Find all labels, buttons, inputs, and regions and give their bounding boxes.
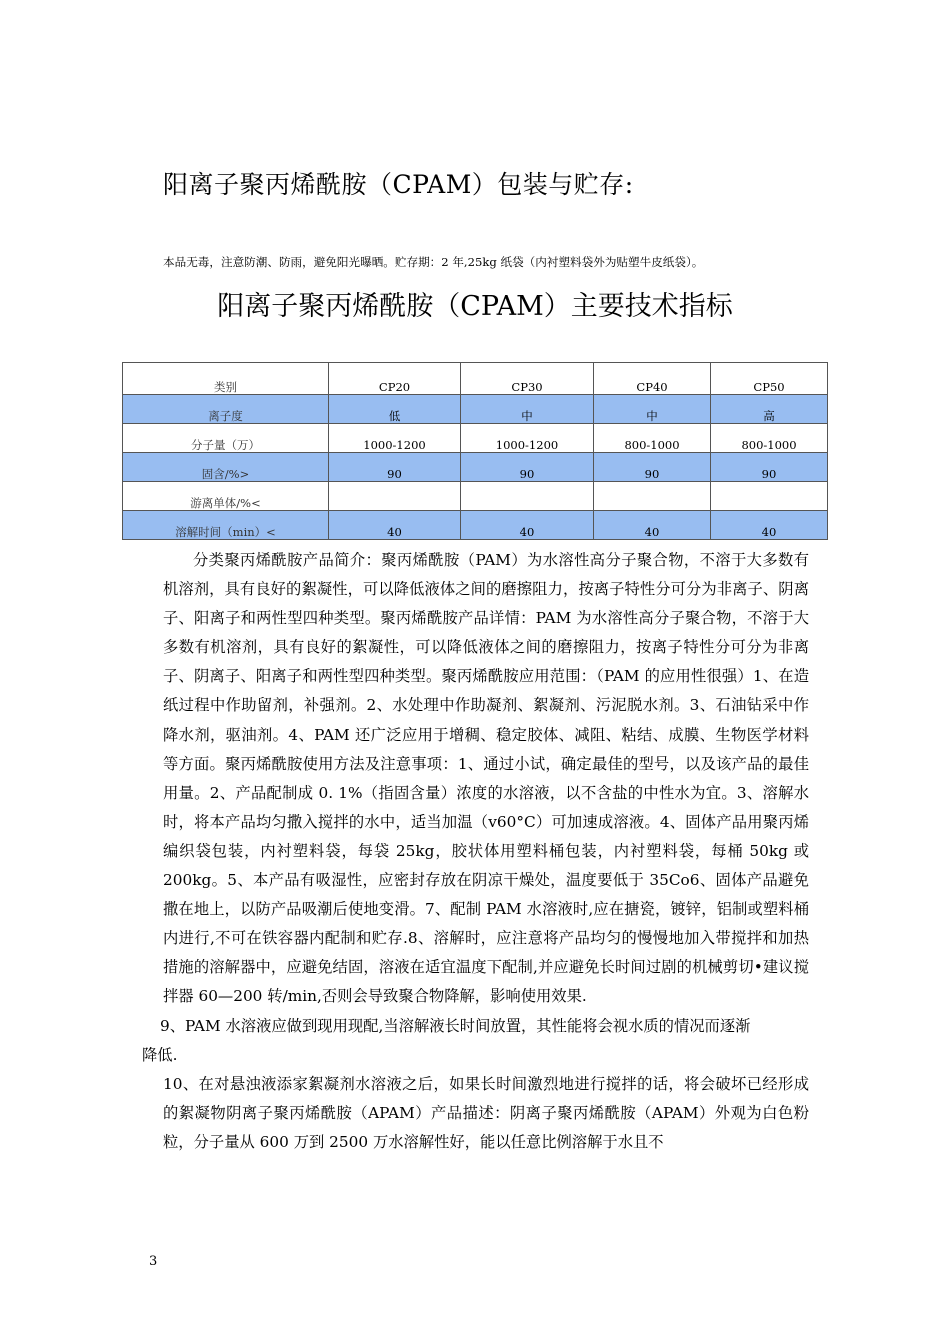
table-cell: 90	[329, 453, 461, 482]
table-header-row	[123, 363, 828, 395]
table-cell: 90	[461, 453, 594, 482]
table-cell: CP50	[711, 363, 828, 395]
table-cell: 40	[711, 511, 828, 540]
table-cell: CP40	[594, 363, 711, 395]
table-row	[123, 511, 828, 540]
page-number: 3	[149, 1254, 158, 1269]
table-row	[123, 424, 828, 453]
table-row-label: 离子度	[123, 395, 329, 424]
paragraph-intro: 分类聚丙烯酰胺产品简介：聚丙烯酰胺（PAM）为水溶性高分子聚合物，不溶于大多数有机溶剂，具有良好的絮凝性，可以降低液体之间的磨擦阻力，按离子特性分可分为非离子、阴离子、阳离子和两性型四种类型。聚丙烯酰胺产品详情：PAM 为水溶性高分子聚合物，不溶于大多数有机溶剂，具有良好的絮凝性，可以降低液体之间的磨擦阻力，按离子特性分可分为非离子、阴离子、阳离子和两性型四种类型。聚丙烯酰胺应用范围：（PAM 的应用性很强）1、在造纸过程中作助留剂，补强剂。2、水处理中作助凝剂、絮凝剂、污泥脱水剂。3、石油钻采中作降水剂，驱油剂。4、PAM 还广泛应用于增稠、稳定胶体、减阻、粘结、成膜、生物医学材料等方面。聚丙烯酰胺使用方法及注意事项：1、通过小试，确定最佳的型号，以及该产品的最佳用量。2、产品配制成 0. 1%（指固含量）浓度的水溶液，以不含盐的中性水为宜。3、溶解水时，将本产品均匀撒入搅拌的水中，适当加温（v60°C）可加速成溶液。4、固体产品用聚丙烯编织袋包装，内衬塑料袋，每袋 25kg，胶状体用塑料桶包装，内衬塑料袋，每桶 50kg 或 200kg。5、本产品有吸湿性，应密封存放在阴凉干燥处，温度要低于 35Co6、固体产品避免撒在地上，以防产品吸潮后使地变滑。7、配制 PAM 水溶液时,应在搪瓷，镀锌，铝制或塑料桶内进行,不可在铁容器内配制和贮存.8、溶解时，应注意将产品均匀的慢慢地加入带搅拌和加热措施的溶解器中，应避免结固，溶液在适宜温度下配制,并应避免长时间过剧的机械剪切•建议搅拌器 60—200 转/min,否则会导致聚合物降解，影响使用效果.	[163, 551, 809, 1006]
paragraph-9-line1: 9、PAM 水溶液应做到现用现配,当溶解液长时间放置，其性能将会视水质的情况而逐渐	[160, 1016, 751, 1035]
table-row-label: 溶解时间（min）<	[123, 511, 329, 540]
paragraph-9	[160, 1012, 809, 1041]
paragraph-10: 10、在对悬浊液添家絮凝剂水溶液之后，如果长时间激烈地进行搅拌的话，将会破坏已经形成的絮凝物阴离子聚丙烯酰胺（APAM）产品描述：阴离子聚丙烯酰胺（APAM）外观为白色粉粒，分子量从 600 万到 2500 万水溶解性好，能以任意比例溶解于水且不	[163, 1074, 809, 1151]
table-cell: 40	[329, 511, 461, 540]
table-row	[123, 482, 828, 511]
table-cell: 高	[711, 395, 828, 424]
table-cell	[711, 482, 828, 511]
table-cell	[461, 482, 594, 511]
paragraph-9-line2: 降低.	[142, 1045, 178, 1064]
table-row-label: 类别	[123, 363, 329, 395]
table-cell: 90	[711, 453, 828, 482]
spec-table	[122, 362, 828, 540]
table-row	[123, 453, 828, 482]
table-cell: 90	[594, 453, 711, 482]
table-cell: 中	[461, 395, 594, 424]
table-cell: CP20	[329, 363, 461, 395]
table-cell: 1000-1200	[461, 424, 594, 453]
table-row	[123, 395, 828, 424]
table-cell: 1000-1200	[329, 424, 461, 453]
table-cell	[594, 482, 711, 511]
table-cell: 40	[461, 511, 594, 540]
body-text	[142, 546, 809, 1157]
storage-note: 本品无毒，注意防潮、防雨，避免阳光曝晒。贮存期：2 年,25kg 纸袋（内衬塑料袋外为贴塑牛皮纸袋）。	[163, 255, 704, 269]
table-cell: CP30	[461, 363, 594, 395]
table-row-label: 分子量（万）	[123, 424, 329, 453]
table-cell: 800-1000	[711, 424, 828, 453]
table-cell	[329, 482, 461, 511]
table-row-label: 游离单体/%<	[123, 482, 329, 511]
table-cell: 800-1000	[594, 424, 711, 453]
table-cell: 40	[594, 511, 711, 540]
table-row-label: 固含/%>	[123, 453, 329, 482]
table-cell: 中	[594, 395, 711, 424]
table-cell: 低	[329, 395, 461, 424]
paragraph-9-continuation	[142, 1041, 809, 1070]
heading-technical-specs: 阳离子聚丙烯酰胺（CPAM）主要技术指标	[217, 291, 733, 322]
heading-packaging-storage: 阳离子聚丙烯酰胺（CPAM）包装与贮存:	[163, 170, 634, 199]
